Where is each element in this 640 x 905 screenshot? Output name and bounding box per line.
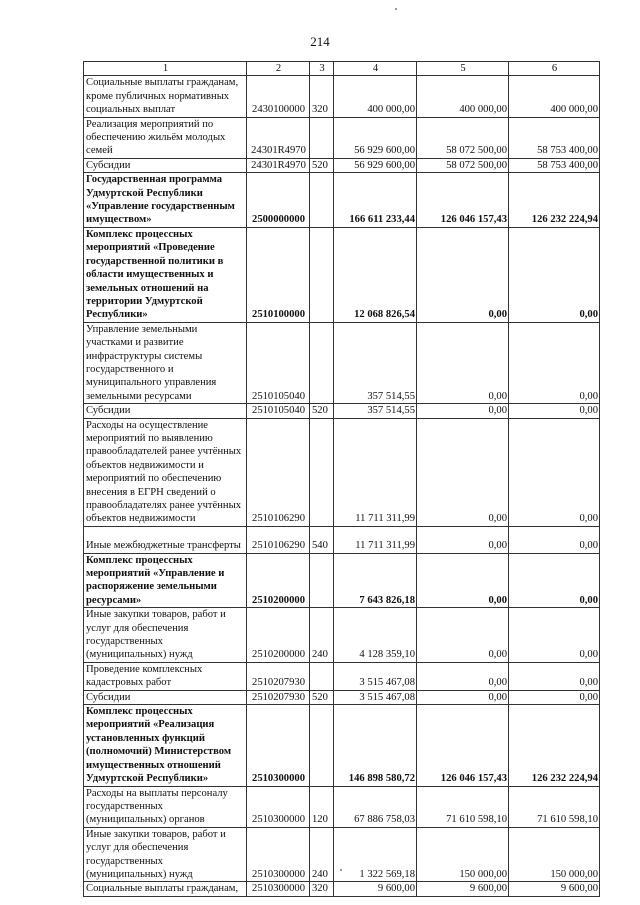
row-amount-year3-cell: 0,00 <box>509 404 600 418</box>
row-csr-code-cell: 2430100000 <box>247 76 310 117</box>
row-amount-year2-cell: 0,00 <box>417 526 509 553</box>
row-name-cell: Субсидии <box>84 690 247 704</box>
row-csr-code-cell: 24301R4970 <box>247 158 310 172</box>
row-amount-year3-cell: 0,00 <box>509 662 600 690</box>
row-amount-year3-cell: 0,00 <box>509 227 600 322</box>
row-csr-code-cell: 24301R4970 <box>247 117 310 158</box>
row-amount-year3-cell: 58 753 400,00 <box>509 158 600 172</box>
row-name-cell: Проведение комплексных кадастровых работ <box>84 662 247 690</box>
row-name-cell: Иные закупки товаров, работ и услуг для обеспечения государственных (муниципальных) нужд <box>84 608 247 663</box>
row-amount-year1-cell: 67 886 758,03 <box>334 786 417 827</box>
row-vr-code-cell: 520 <box>310 690 334 704</box>
row-amount-year1-cell: 11 711 311,99 <box>334 526 417 553</box>
row-amount-year1-cell: 166 611 233,44 <box>334 173 417 228</box>
row-amount-year3-cell: 58 753 400,00 <box>509 117 600 158</box>
row-csr-code-cell: 2510106290 <box>247 418 310 526</box>
row-name-cell: Управление земельными участками и развитие инфраструктуры системы государственного и муниципального управления земельными ресурсами <box>84 322 247 403</box>
row-amount-year3-cell: 0,00 <box>509 690 600 704</box>
row-vr-code-cell <box>310 418 334 526</box>
row-vr-code-cell <box>310 705 334 786</box>
table-row <box>84 322 600 403</box>
row-amount-year1-cell: 3 515 467,08 <box>334 690 417 704</box>
row-csr-code-cell: 2510100000 <box>247 227 310 322</box>
row-amount-year2-cell: 400 000,00 <box>417 76 509 117</box>
row-amount-year1-cell: 12 068 826,54 <box>334 227 417 322</box>
row-name-cell: Комплекс процессных мероприятий «Управление и распоряжение земельными ресурсами» <box>84 553 247 608</box>
row-vr-code-cell: 520 <box>310 158 334 172</box>
row-amount-year1-cell: 56 929 600,00 <box>334 117 417 158</box>
row-amount-year2-cell: 0,00 <box>417 418 509 526</box>
row-vr-code-cell: 540 <box>310 526 334 553</box>
table-row <box>84 227 600 322</box>
row-amount-year3-cell: 400 000,00 <box>509 76 600 117</box>
row-amount-year1-cell: 3 515 467,08 <box>334 662 417 690</box>
table-row <box>84 404 600 418</box>
table-row <box>84 173 600 228</box>
row-amount-year1-cell: 146 898 580,72 <box>334 705 417 786</box>
scan-speck <box>340 869 342 871</box>
row-vr-code-cell: 520 <box>310 404 334 418</box>
row-vr-code-cell <box>310 117 334 158</box>
row-csr-code-cell: 2510207930 <box>247 690 310 704</box>
row-name-cell: Социальные выплаты гражданам, <box>84 882 247 896</box>
row-amount-year3-cell: 0,00 <box>509 608 600 663</box>
row-amount-year3-cell: 0,00 <box>509 553 600 608</box>
table-row <box>84 662 600 690</box>
table-row <box>84 827 600 882</box>
column-header-csr: 2 <box>247 62 310 76</box>
row-csr-code-cell: 2510200000 <box>247 553 310 608</box>
row-csr-code-cell: 2510200000 <box>247 608 310 663</box>
table-row <box>84 526 600 553</box>
row-vr-code-cell <box>310 173 334 228</box>
row-amount-year2-cell: 58 072 500,00 <box>417 158 509 172</box>
row-amount-year2-cell: 0,00 <box>417 690 509 704</box>
row-amount-year1-cell: 11 711 311,99 <box>334 418 417 526</box>
column-header-vr: 3 <box>310 62 334 76</box>
table-row <box>84 882 600 896</box>
row-name-cell: Реализация мероприятий по обеспечению жильём молодых семей <box>84 117 247 158</box>
row-name-cell: Субсидии <box>84 404 247 418</box>
row-name-cell: Комплекс процессных мероприятий «Проведение государственной политики в области имущественных и земельных отношений на территории Удмуртской Республики» <box>84 227 247 322</box>
page-number: 214 <box>310 34 330 49</box>
row-csr-code-cell: 2510105040 <box>247 404 310 418</box>
row-amount-year2-cell: 0,00 <box>417 608 509 663</box>
column-header-name: 1 <box>84 62 247 76</box>
row-name-cell: Государственная программа Удмуртской Республики «Управление государственным имуществом» <box>84 173 247 228</box>
row-amount-year2-cell: 126 046 157,43 <box>417 705 509 786</box>
scan-speck <box>395 8 397 10</box>
table-row <box>84 117 600 158</box>
row-name-cell: Иные закупки товаров, работ и услуг для обеспечения государственных (муниципальных) нужд <box>84 827 247 882</box>
row-vr-code-cell <box>310 662 334 690</box>
row-amount-year1-cell: 9 600,00 <box>334 882 417 896</box>
row-amount-year2-cell: 9 600,00 <box>417 882 509 896</box>
row-amount-year1-cell: 56 929 600,00 <box>334 158 417 172</box>
row-csr-code-cell: 2510300000 <box>247 882 310 896</box>
row-vr-code-cell <box>310 227 334 322</box>
row-amount-year2-cell: 0,00 <box>417 227 509 322</box>
row-csr-code-cell: 2510300000 <box>247 705 310 786</box>
row-csr-code-cell: 2510106290 <box>247 526 310 553</box>
row-amount-year1-cell: 400 000,00 <box>334 76 417 117</box>
row-vr-code-cell: 240 <box>310 608 334 663</box>
row-csr-code-cell: 2510300000 <box>247 786 310 827</box>
row-vr-code-cell: 120 <box>310 786 334 827</box>
row-amount-year2-cell: 0,00 <box>417 404 509 418</box>
row-amount-year1-cell: 357 514,55 <box>334 322 417 403</box>
column-header-year2: 5 <box>417 62 509 76</box>
table-row <box>84 786 600 827</box>
row-name-cell: Комплекс процессных мероприятий «Реализация установленных функций (полномочий) Министерством имущественных отношений Удмуртской Республики» <box>84 705 247 786</box>
budget-table <box>83 61 600 897</box>
table-row <box>84 158 600 172</box>
row-amount-year3-cell: 71 610 598,10 <box>509 786 600 827</box>
row-amount-year3-cell: 126 232 224,94 <box>509 705 600 786</box>
row-csr-code-cell: 2510300000 <box>247 827 310 882</box>
row-name-cell: Субсидии <box>84 158 247 172</box>
table-row <box>84 608 600 663</box>
row-amount-year3-cell: 0,00 <box>509 526 600 553</box>
table-row <box>84 690 600 704</box>
row-amount-year3-cell: 9 600,00 <box>509 882 600 896</box>
row-amount-year2-cell: 71 610 598,10 <box>417 786 509 827</box>
row-amount-year3-cell: 150 000,00 <box>509 827 600 882</box>
row-vr-code-cell <box>310 553 334 608</box>
row-name-cell: Расходы на осуществление мероприятий по выявлению правообладателей ранее учтённых объектов недвижимости и мероприятий по обеспечению внесения в ЕГРН сведений о правообладателях ранее учтённых объектов недвижимости <box>84 418 247 526</box>
row-amount-year3-cell: 0,00 <box>509 418 600 526</box>
row-amount-year2-cell: 0,00 <box>417 553 509 608</box>
row-csr-code-cell: 2510105040 <box>247 322 310 403</box>
row-name-cell: Иные межбюджетные трансферты <box>84 526 247 553</box>
row-vr-code-cell: 320 <box>310 882 334 896</box>
row-amount-year2-cell: 0,00 <box>417 322 509 403</box>
column-header-year3: 6 <box>509 62 600 76</box>
column-header-year1: 4 <box>334 62 417 76</box>
row-amount-year2-cell: 126 046 157,43 <box>417 173 509 228</box>
table-row <box>84 553 600 608</box>
row-csr-code-cell: 2510207930 <box>247 662 310 690</box>
row-vr-code-cell: 320 <box>310 76 334 117</box>
row-csr-code-cell: 2500000000 <box>247 173 310 228</box>
row-amount-year1-cell: 7 643 826,18 <box>334 553 417 608</box>
row-amount-year3-cell: 126 232 224,94 <box>509 173 600 228</box>
row-amount-year2-cell: 150 000,00 <box>417 827 509 882</box>
table-row <box>84 76 600 117</box>
row-amount-year1-cell: 4 128 359,10 <box>334 608 417 663</box>
row-amount-year1-cell: 357 514,55 <box>334 404 417 418</box>
table-row <box>84 705 600 786</box>
row-amount-year3-cell: 0,00 <box>509 322 600 403</box>
table-row <box>84 418 600 526</box>
row-vr-code-cell: 240 <box>310 827 334 882</box>
row-amount-year1-cell: 1 322 569,18 <box>334 827 417 882</box>
row-amount-year2-cell: 58 072 500,00 <box>417 117 509 158</box>
row-name-cell: Социальные выплаты гражданам, кроме публичных нормативных социальных выплат <box>84 76 247 117</box>
row-amount-year2-cell: 0,00 <box>417 662 509 690</box>
row-vr-code-cell <box>310 322 334 403</box>
row-name-cell: Расходы на выплаты персоналу государственных (муниципальных) органов <box>84 786 247 827</box>
column-header-row <box>84 62 600 76</box>
